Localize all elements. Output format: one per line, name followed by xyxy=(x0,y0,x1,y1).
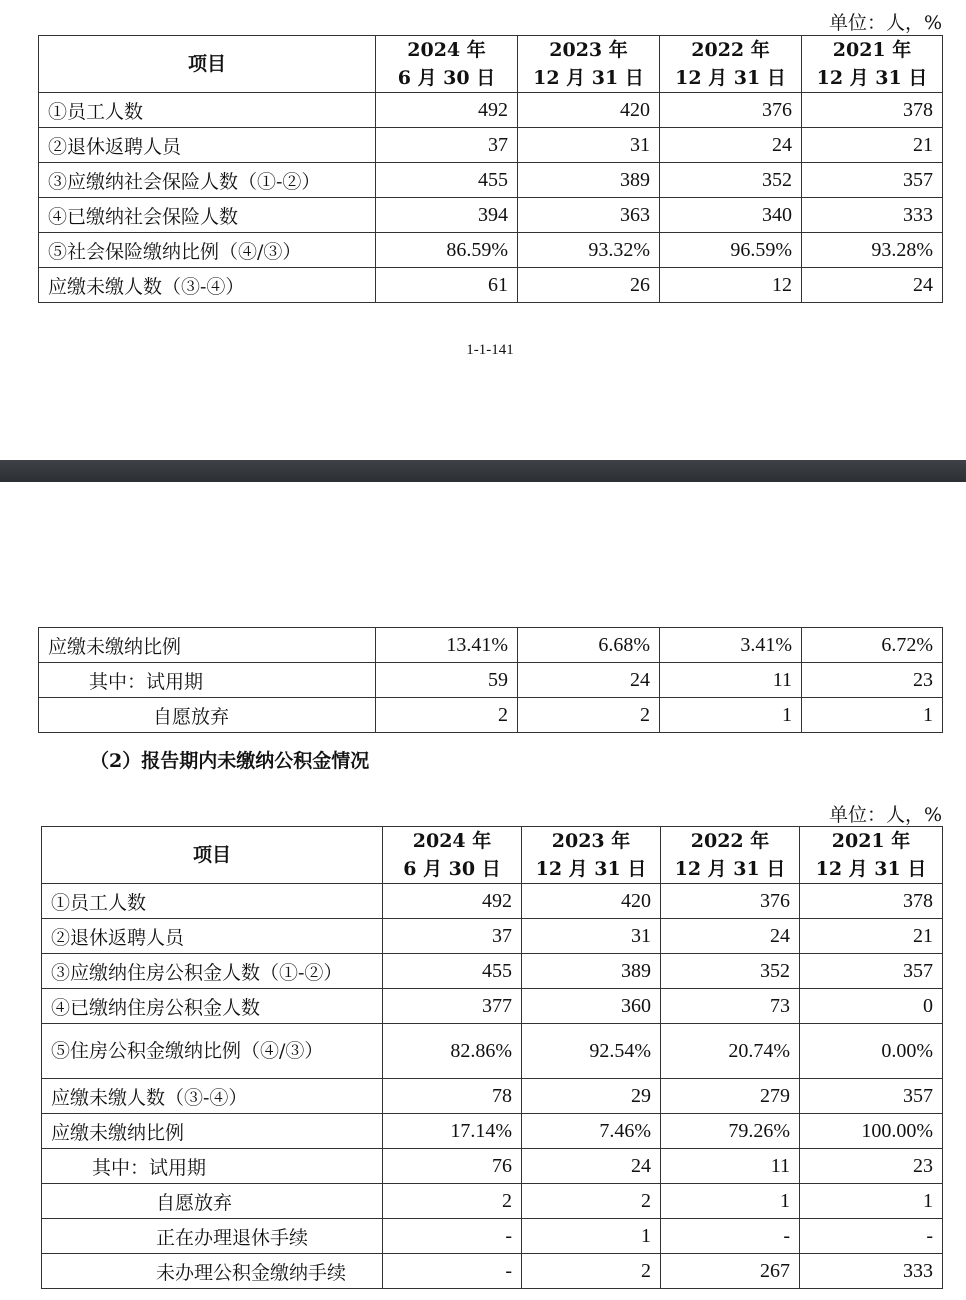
cell: 420 xyxy=(518,93,660,128)
cell: - xyxy=(800,1219,943,1254)
cell: 24 xyxy=(661,919,800,954)
cell: 1 xyxy=(522,1219,661,1254)
header-col-2: 2023 年 12 月 31 日 xyxy=(518,36,660,93)
table-row xyxy=(42,1219,943,1254)
cell: 352 xyxy=(660,163,802,198)
unit-label-2: 单位：人，% xyxy=(828,804,942,826)
cell: 3.41% xyxy=(660,628,802,663)
row-label: ③应缴纳社会保险人数（①-②） xyxy=(39,163,376,198)
table-row xyxy=(42,1079,943,1114)
cell: - xyxy=(661,1219,800,1254)
cell: 455 xyxy=(383,954,522,989)
cell: 37 xyxy=(383,919,522,954)
row-label: ⑤社会保险缴纳比例（④/③） xyxy=(39,233,376,268)
table-row xyxy=(42,1149,943,1184)
cell: 6.68% xyxy=(518,628,660,663)
row-label: ⑤住房公积金缴纳比例（④/③） xyxy=(42,1024,383,1079)
row-label: 应缴未缴人数（③-④） xyxy=(42,1079,383,1114)
cell: 0 xyxy=(800,989,943,1024)
row-label: ①员工人数 xyxy=(39,93,376,128)
cell: 31 xyxy=(522,919,661,954)
cell: 492 xyxy=(376,93,518,128)
row-label: 自愿放弃 xyxy=(39,698,376,733)
cell: 24 xyxy=(660,128,802,163)
table-row xyxy=(42,884,943,919)
cell: 378 xyxy=(800,884,943,919)
row-label: 未办理公积金缴纳手续 xyxy=(42,1254,383,1289)
cell: 11 xyxy=(661,1149,800,1184)
table-header-row xyxy=(39,36,943,93)
table-row xyxy=(42,1184,943,1219)
cell: 357 xyxy=(802,163,943,198)
cell: 20.74% xyxy=(661,1024,800,1079)
row-label: 其中：试用期 xyxy=(42,1149,383,1184)
cell: 2 xyxy=(376,698,518,733)
row-label: ④已缴纳社会保险人数 xyxy=(39,198,376,233)
cell: 360 xyxy=(522,989,661,1024)
cell: 12 xyxy=(660,268,802,303)
social-insurance-table-continued xyxy=(38,627,943,733)
cell: 376 xyxy=(660,93,802,128)
table-header-row xyxy=(42,827,943,884)
cell: 78 xyxy=(383,1079,522,1114)
table-row xyxy=(42,1024,943,1079)
cell: 2 xyxy=(518,698,660,733)
cell: 2 xyxy=(522,1254,661,1289)
cell: 279 xyxy=(661,1079,800,1114)
header-col-4: 2021 年 12 月 31 日 xyxy=(800,827,943,884)
row-label: 正在办理退休手续 xyxy=(42,1219,383,1254)
header-col-3: 2022 年 12 月 31 日 xyxy=(660,36,802,93)
cell: 11 xyxy=(660,663,802,698)
cell: 21 xyxy=(800,919,943,954)
cell: 79.26% xyxy=(661,1114,800,1149)
header-col-1: 2024 年 6 月 30 日 xyxy=(383,827,522,884)
cell: 29 xyxy=(522,1079,661,1114)
table-row xyxy=(42,1114,943,1149)
cell: 1 xyxy=(660,698,802,733)
header-col-2: 2023 年 12 月 31 日 xyxy=(522,827,661,884)
cell: 13.41% xyxy=(376,628,518,663)
cell: 1 xyxy=(661,1184,800,1219)
table-row xyxy=(39,233,943,268)
cell: 267 xyxy=(661,1254,800,1289)
cell: 357 xyxy=(800,954,943,989)
cell: 73 xyxy=(661,989,800,1024)
row-label: 自愿放弃 xyxy=(42,1184,383,1219)
cell: - xyxy=(383,1219,522,1254)
cell: 76 xyxy=(383,1149,522,1184)
cell: 377 xyxy=(383,989,522,1024)
table-row xyxy=(39,93,943,128)
cell: 93.32% xyxy=(518,233,660,268)
cell: 363 xyxy=(518,198,660,233)
cell: 24 xyxy=(518,663,660,698)
row-label: ②退休返聘人员 xyxy=(42,919,383,954)
cell: 24 xyxy=(802,268,943,303)
page-number: 1-1-141 xyxy=(466,342,514,358)
cell: 100.00% xyxy=(800,1114,943,1149)
cell: 23 xyxy=(800,1149,943,1184)
cell: 96.59% xyxy=(660,233,802,268)
cell: 1 xyxy=(802,698,943,733)
table-row xyxy=(39,698,943,733)
header-col-3: 2022 年 12 月 31 日 xyxy=(661,827,800,884)
cell: 492 xyxy=(383,884,522,919)
cell: 7.46% xyxy=(522,1114,661,1149)
table-row xyxy=(39,628,943,663)
cell: 82.86% xyxy=(383,1024,522,1079)
cell: 333 xyxy=(800,1254,943,1289)
row-label: ④已缴纳住房公积金人数 xyxy=(42,989,383,1024)
table-row xyxy=(39,163,943,198)
cell: 455 xyxy=(376,163,518,198)
cell: 340 xyxy=(660,198,802,233)
table-row xyxy=(39,663,943,698)
table-row xyxy=(42,989,943,1024)
cell: 357 xyxy=(800,1079,943,1114)
cell: 21 xyxy=(802,128,943,163)
cell: 378 xyxy=(802,93,943,128)
cell: 59 xyxy=(376,663,518,698)
row-label: ②退休返聘人员 xyxy=(39,128,376,163)
row-label: ①员工人数 xyxy=(42,884,383,919)
cell: 17.14% xyxy=(383,1114,522,1149)
table-row xyxy=(42,1254,943,1289)
cell: 389 xyxy=(522,954,661,989)
cell: 26 xyxy=(518,268,660,303)
unit-label: 单位：人，% xyxy=(828,12,942,34)
social-insurance-table xyxy=(38,35,943,303)
cell: 420 xyxy=(522,884,661,919)
header-item: 项目 xyxy=(42,827,383,884)
header-item: 项目 xyxy=(39,36,376,93)
row-label: 应缴未缴人数（③-④） xyxy=(39,268,376,303)
cell: 61 xyxy=(376,268,518,303)
table-row xyxy=(39,198,943,233)
section-heading: （2）报告期内未缴纳公积金情况 xyxy=(90,750,370,772)
cell: 2 xyxy=(522,1184,661,1219)
cell: 394 xyxy=(376,198,518,233)
cell: - xyxy=(383,1254,522,1289)
cell: 389 xyxy=(518,163,660,198)
row-label: 其中：试用期 xyxy=(39,663,376,698)
cell: 31 xyxy=(518,128,660,163)
row-label: 应缴未缴纳比例 xyxy=(42,1114,383,1149)
cell: 92.54% xyxy=(522,1024,661,1079)
table-row xyxy=(42,919,943,954)
cell: 37 xyxy=(376,128,518,163)
cell: 6.72% xyxy=(802,628,943,663)
cell: 2 xyxy=(383,1184,522,1219)
page-divider xyxy=(0,460,966,482)
cell: 376 xyxy=(661,884,800,919)
cell: 0.00% xyxy=(800,1024,943,1079)
table-row xyxy=(39,268,943,303)
cell: 93.28% xyxy=(802,233,943,268)
cell: 86.59% xyxy=(376,233,518,268)
row-label: 应缴未缴纳比例 xyxy=(39,628,376,663)
header-col-1: 2024 年 6 月 30 日 xyxy=(376,36,518,93)
row-label: ③应缴纳住房公积金人数（①-②） xyxy=(42,954,383,989)
table-row xyxy=(39,128,943,163)
cell: 23 xyxy=(802,663,943,698)
header-col-4: 2021 年 12 月 31 日 xyxy=(802,36,943,93)
cell: 1 xyxy=(800,1184,943,1219)
cell: 24 xyxy=(522,1149,661,1184)
cell: 333 xyxy=(802,198,943,233)
cell: 352 xyxy=(661,954,800,989)
table-row xyxy=(42,954,943,989)
housing-fund-table xyxy=(41,826,943,1289)
